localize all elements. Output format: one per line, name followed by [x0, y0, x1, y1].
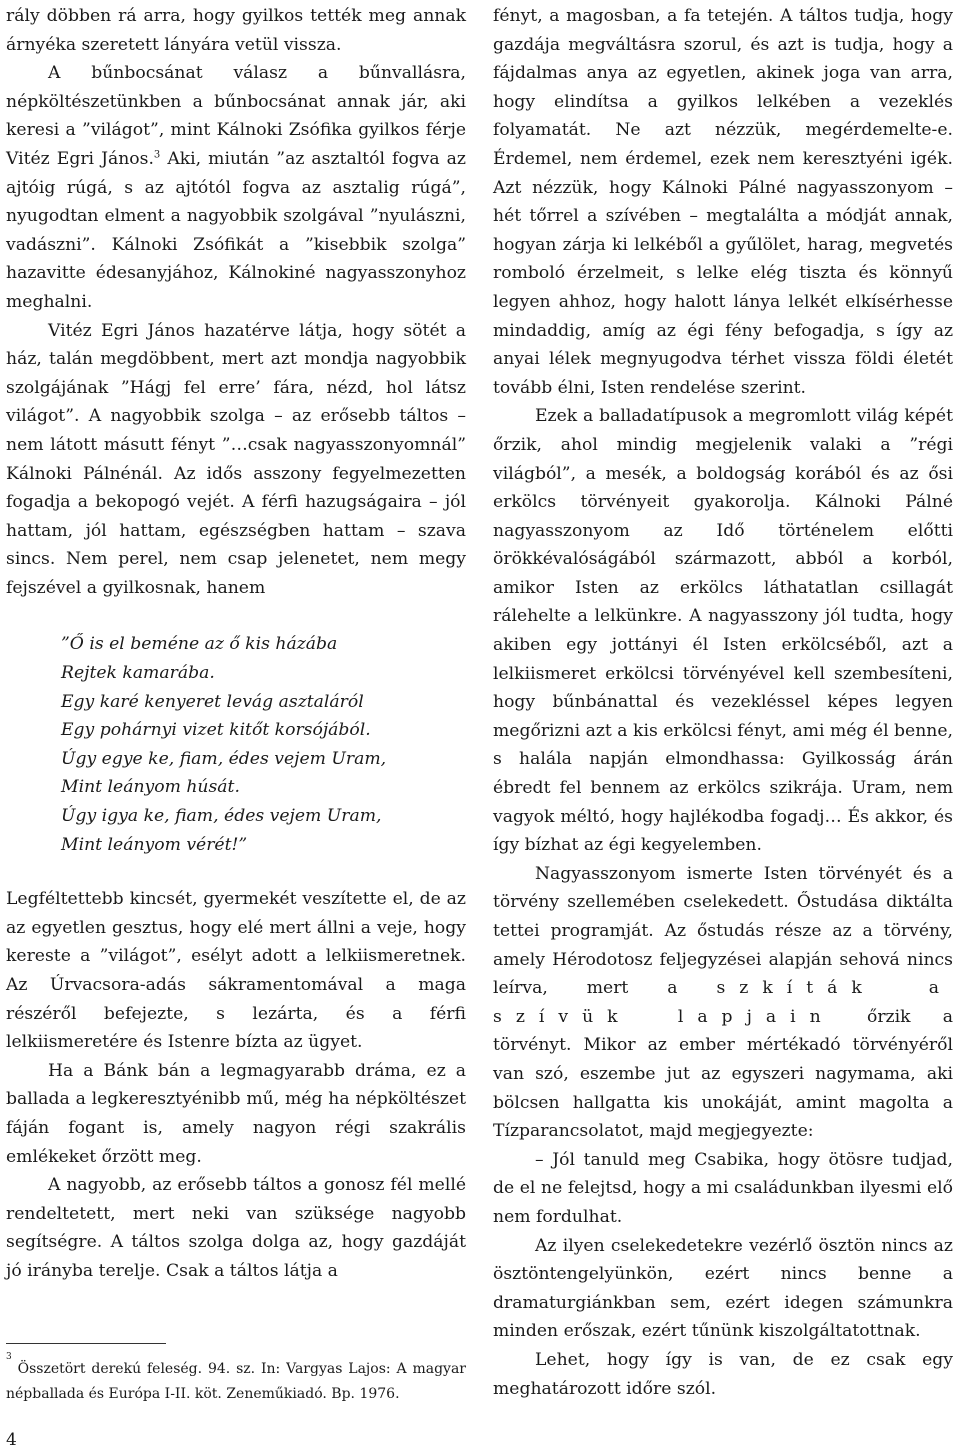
- paragraph: [6, 59, 466, 316]
- left-column: [6, 2, 466, 1286]
- text-run: A bűnbocsánat válasz a bűnvallásra, népköltészetünkben a bűnbocsánat annak jár, aki keresi a ”világot”, mint Kálnoki Zsófika gyilkos férje Vitéz Egri János.: [6, 63, 466, 169]
- poem-quote: [61, 630, 466, 859]
- poem-line: Egy pohárnyi vizet kitőt korsójából.: [61, 720, 371, 741]
- emphasis-spaced: szkíták a szívük lapjain: [493, 978, 953, 1027]
- text-run: Aki, miután ”az asztaltól fogva az ajtóig rúgá, s az ajtótól fogva az asztalig rúgá”, nyugodtan elment a nagyobbik szolgával ”nyulászni, vadászni”. Kálnoki Zsófikát a ”kisebbik szolga” hazavitte édesanyjához, Kálnokiné nagyasszonyhoz meghalni.: [6, 148, 466, 312]
- footnote-ref: 3: [153, 149, 161, 161]
- poem-line: ”Ő is el beméne az ő kis házába: [61, 634, 338, 655]
- poem-line: Egy karé kenyeret levág asztaláról: [61, 691, 364, 712]
- poem-line: Mint leányom vérét!”: [61, 834, 248, 855]
- poem-line: Rejtek kamarába.: [61, 663, 215, 684]
- poem-line: Úgy igya ke, fiam, édes vejem Uram,: [61, 806, 382, 827]
- text-run: Nagyasszonyom ismerte Isten törvényét és a törvény szellemében cselekedett. Őstudása diktálta tettei programját. Az őstudás része az a törvény, amely Hérodotosz feljegyzései alapján sehová nincs leírva, mert a: [493, 863, 953, 999]
- page-number: 4: [6, 1430, 17, 1450]
- footnote-number: 3: [6, 1352, 12, 1362]
- paragraph: Vitéz Egri János hazatérve látja, hogy sötét a ház, talán megdöbbent, mert azt mondja nagyobbik szolgájának ”Hágj fel erre’ fára, nézd, hol látsz világot”. A nagyobbik szolga – az erősebb táltos – nem látott másutt fényt ”…csak nagyasszonyomnál” Kálnoki Pálnénál. Az idős asszony fegyelmezetten fogadja a bekopogó vejét. A férfi hazugságaira – jól hattam, jól hattam, egészségben hattam – szava sincs. Nem perel, nem csap jelenetet, nem megy fejszével a gyilkosnak, hanem: [6, 320, 466, 598]
- paragraph: fényt, a magosban, a fa tetején. A táltos tudja, hogy gazdája megváltásra szorul, és azt is tudja, hogy a fájdalmas anya az egyetlen, akinek joga van arra, hogy elindítsa a gyilkos lelkében a vezeklés folyamatát. Ne azt nézzük, megérdemelte-e. Érdemel, nem érdemel, ezek nem keresztyéni igék. Azt nézzük, hogy Kálnoki Pálné nagyasszonyom – hét tőrrel a szívében – megtalálta a módját annak, hogyan zárja ki lelkéből a gyűlölet, harag, megvetés romboló érzelmeit, s lelke elég tiszta és könnyű legyen ahhoz, hogy halott lánya lelkét elkísérhesse mindaddig, amíg az égi fény befogadja, s így az anyai lélek megnyugodva térhet vissza földi életét tovább élni, Isten rendelése szerint.: [493, 6, 953, 398]
- paragraph: [493, 860, 953, 1146]
- paragraph: – Jól tanuld meg Csabika, hogy ötösre tudjad, de el ne felejtsd, hogy a mi családunkban ilyesmi elő nem fordulhat.: [493, 1149, 953, 1227]
- paragraph: Ezek a balladatípusok a megromlott világ képét őrzik, ahol mindig megjelenik valaki a ”régi világból”, a mesék, a boldogság korából és az ősi erkölcs törvényeit gyakorolja. Kálnoki Pálné nagyasszonyom az Idő történelem előtti örökkévalóságából származott, abból a korból, amikor Isten az erkölcs láthatatlan csillagát rálehelte a lelkünkre. A nagyasszony jól tudta, hogy akiben egy jottányi él Isten erkölcséből, azt a lelkiismeret erkölcsi törvényével kell szembesíteni, hogy bűnbánattal és vezekléssel képes legyen megőrizni azt a kis erkölcsi fényt, ami még él benne, s halála napján elmondhassa: Gyilkosság árán ébredt fel bennem az erkölcs szikrája. Uram, nem vagyok méltó, hogy hajlékodba fogadj… És akkor, és így bízhat az égi kegyelemben.: [493, 406, 953, 856]
- footnote-text: Összetört derekú feleség. 94. sz. In: Vargyas Lajos: A magyar népballada és Európa I-II. köt. Zeneműkiadó. Bp. 1976.: [6, 1361, 466, 1402]
- paragraph: Lehet, hogy így is van, de ez csak egy meghatározott időre szól.: [493, 1349, 953, 1399]
- footnote: [6, 1352, 466, 1407]
- footnote-divider: [6, 1343, 166, 1344]
- poem-line: Úgy egye ke, fiam, édes vejem Uram,: [61, 748, 387, 769]
- paragraph: rály döbben rá arra, hogy gyilkos tették meg annak árnyéka szeretett lányára vetül vissza.: [6, 6, 466, 55]
- paragraph: Ha a Bánk bán a legmagyarabb dráma, ez a ballada a legkeresztyénibb mű, még ha népköltészet fáján fogant is, amely nagyon régi szakrális emlékeket őrzött meg.: [6, 1060, 466, 1167]
- right-column: [493, 2, 953, 1403]
- paragraph: Az ilyen cselekedetekre vezérlő ösztön nincs az ösztöntengelyünkön, ezért nincs benne a dramaturgiánkban sem, ezért idegen számunkra minden erőszak, ezért tűnünk kiszolgáltatottnak.: [493, 1235, 953, 1342]
- paragraph: Legféltettebb kincsét, gyermekét veszítette el, de az az egyetlen gesztus, hogy elé mert állni a veje, hogy kereste a ”világot”, esélyt adott a lelkiismeretnek. Az Úrvacsora-adás sákramentomával a maga részéről befejezte, s lezárta, és a férfi lelkiismeretére és Istenre bízta az ügyet.: [6, 889, 466, 1053]
- poem-line: Mint leányom húsát.: [61, 777, 240, 798]
- text-run: őrzik a törvényt. Mikor az ember mértékadó törvényéről van szó, eszembe jut az egyszeri nagymama, aki bölcsen hallgatta kis unokáját, amint magolta a Tízparancsolatot, majd megjegyezte:: [493, 1006, 953, 1142]
- paragraph: A nagyobb, az erősebb táltos a gonosz fél mellé rendeltetett, mert neki van szüksége nagyobb segítségre. A táltos szolga dolga az, hogy gazdáját jó irányba terelje. Csak a táltos látja a: [6, 1175, 466, 1281]
